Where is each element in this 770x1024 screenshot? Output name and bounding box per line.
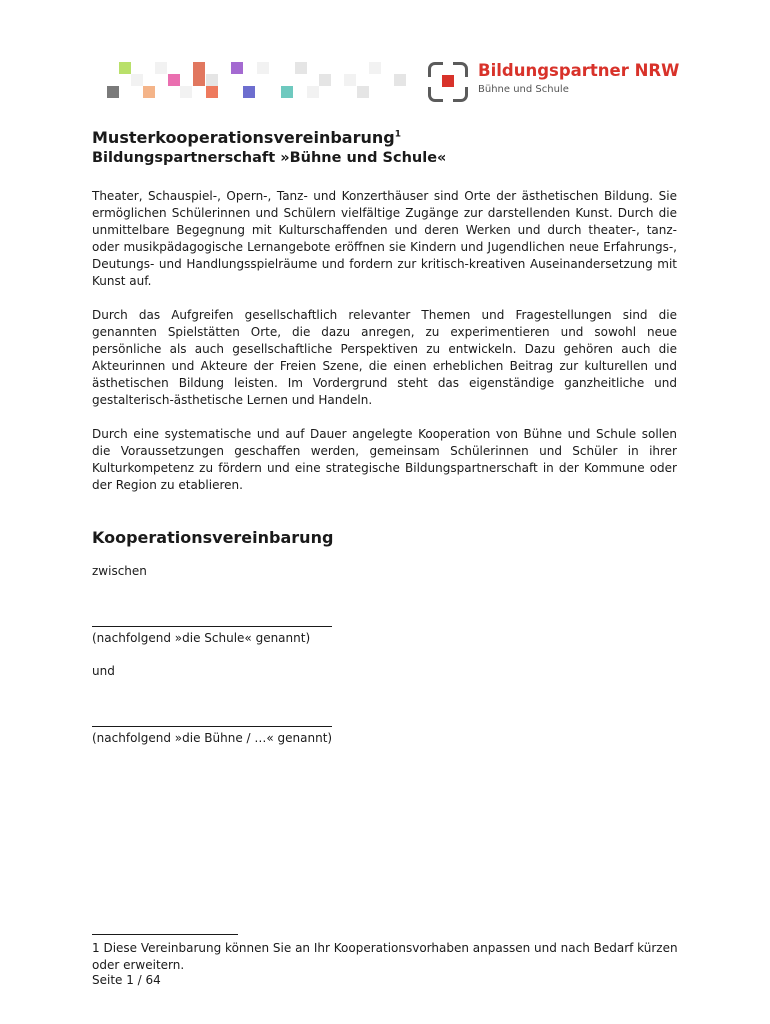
- mosaic-tile: [394, 74, 406, 86]
- mosaic-tile: [107, 86, 119, 98]
- party2-label: (nachfolgend »die Bühne / …« genannt): [92, 731, 333, 745]
- section-heading: Kooperationsvereinbarung: [92, 528, 334, 547]
- mosaic-tile: [168, 74, 180, 86]
- footnote-ref[interactable]: 1: [394, 129, 401, 140]
- mosaic-tile: [295, 62, 307, 74]
- intro-paragraph-1: Theater, Schauspiel-, Opern-, Tanz- und Konzerthäuser sind Orte der ästhetischen Bildung. Sie ermöglichen Schülerinnen und Schülern vielfältige Zugänge zur darstellenden Kunst. Durch die unmittelbare Begegnung mit Kulturschaffenden und deren Werken und durch theater-, tanz- oder musikpädagogische Lernangebote eröffnen sie Kindern und Jugendlichen neue Erfahrungs-, Deutungs- und Handlungsspielräume und fordern zur kritisch-kreativen Auseinandersetzung mit Kunst auf.: [92, 189, 677, 288]
- logo-title: Bildungspartner NRW: [478, 61, 680, 80]
- party1-label: (nachfolgend »die Schule« genannt): [92, 631, 311, 645]
- mosaic-tile: [369, 62, 381, 74]
- mosaic-tile: [119, 62, 131, 74]
- mosaic-tile: [180, 86, 192, 98]
- mosaic-tile: [143, 86, 155, 98]
- document-body: [92, 128, 677, 747]
- intro-paragraph-2: Durch das Aufgreifen gesellschaftlich relevanter Themen und Fragestellungen sind die genannten Spielstätten Orte, die dazu anregen, zu experimentieren und sowohl neue persönliche als auch gesellschaftliche Perspektiven zu entwickeln. Dazu gehören auch die Akteurinnen und Akteure der Freien Szene, die einen erheblichen Beitrag zur kulturellen und ästhetischen Bildung leisten. Im Vordergrund steht das eigenständige ganzheitliche und gestalterisch-ästhetische Lernen und Handeln.: [92, 308, 677, 407]
- document-title: Musterkooperationsvereinbarung$^1$: [92, 128, 401, 147]
- mosaic-tile: [193, 74, 205, 86]
- party2-signature-line[interactable]: [92, 726, 332, 727]
- footnote-divider: [92, 934, 238, 935]
- page-header: [0, 0, 770, 110]
- mosaic-tile: [193, 62, 205, 74]
- logo-subtitle: Bühne und Schule: [478, 84, 569, 95]
- intro-paragraph-3: Durch eine systematische und auf Dauer angelegte Kooperation von Bühne und Schule sollen die Voraussetzungen geschaffen werden, gemeinsam Schülerinnen und Schüler in ihrer Kulturkompetenz zu fördern und eine strategische Bildungspartnerschaft in der Kommune oder der Region zu etablieren.: [92, 427, 677, 492]
- mosaic-tile: [307, 86, 319, 98]
- mosaic-tile: [206, 74, 218, 86]
- mosaic-tile: [231, 62, 243, 74]
- page-number: Seite 1 / 64: [92, 973, 161, 987]
- mosaic-tile: [344, 74, 356, 86]
- between-label: zwischen: [92, 564, 147, 578]
- mosaic-tile: [155, 62, 167, 74]
- footnote-text: 1 Diese Vereinbarung können Sie an Ihr Kooperationsvorhaben anpassen und nach Bedarf kürzen oder erweitern.: [92, 941, 678, 972]
- mosaic-tile: [357, 86, 369, 98]
- mosaic-tile: [319, 74, 331, 86]
- mosaic-tile: [206, 86, 218, 98]
- bildungspartner-logo: [428, 60, 748, 104]
- mosaic-tile: [243, 86, 255, 98]
- document-subtitle: Bildungspartnerschaft »Bühne und Schule«: [92, 150, 447, 166]
- logo-mark-icon: [428, 62, 468, 102]
- and-label: und: [92, 664, 115, 678]
- party1-signature-line[interactable]: [92, 626, 332, 627]
- mosaic-tile: [257, 62, 269, 74]
- mosaic-tile: [131, 74, 143, 86]
- mosaic-tile: [281, 86, 293, 98]
